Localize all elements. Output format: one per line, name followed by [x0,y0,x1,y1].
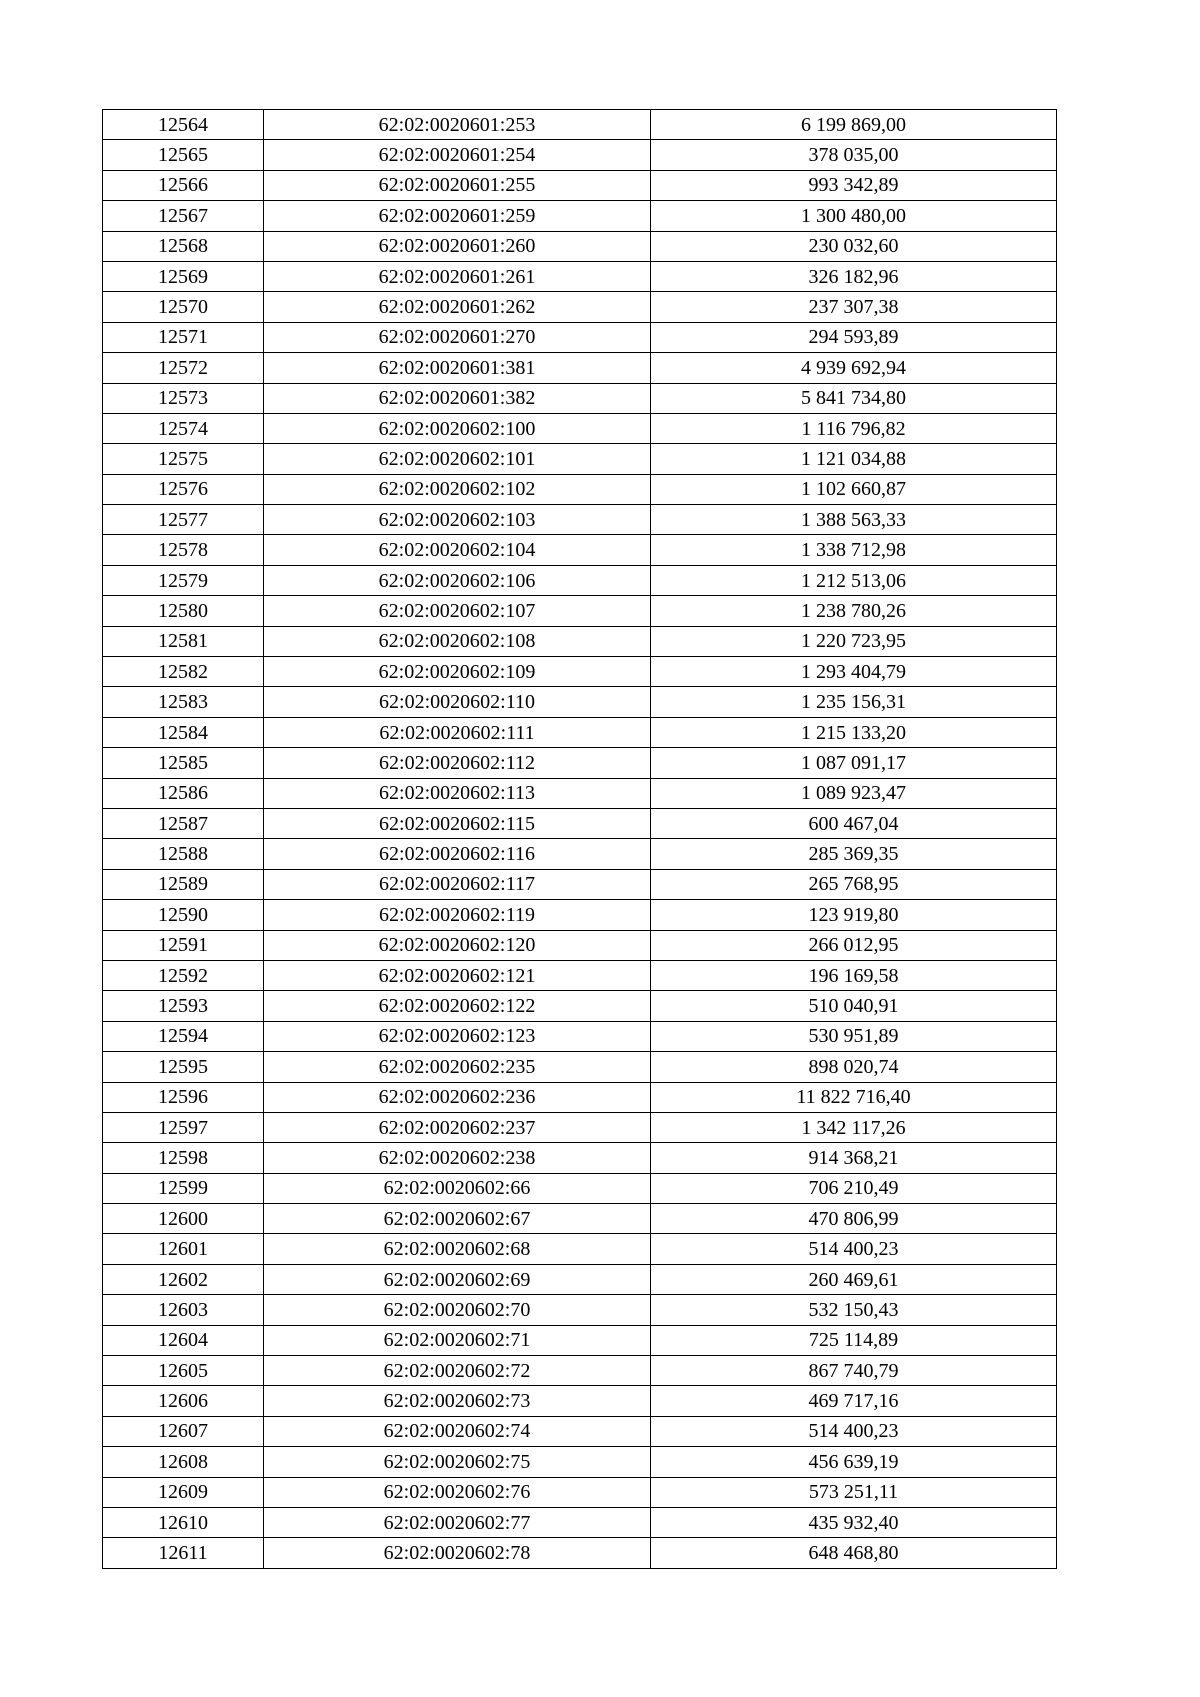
row-number-cell: 12609 [103,1477,264,1507]
cadastral-value-cell: 648 468,80 [651,1538,1057,1568]
cadastral-value-cell: 1 215 133,20 [651,717,1057,747]
table-row [103,1538,1057,1568]
cadastral-number-cell: 62:02:0020602:101 [264,444,651,474]
cadastral-number-cell: 62:02:0020602:115 [264,808,651,838]
table-row [103,1021,1057,1051]
row-number-cell: 12603 [103,1295,264,1325]
cadastral-number-cell: 62:02:0020602:68 [264,1234,651,1264]
cadastral-value-cell: 285 369,35 [651,839,1057,869]
row-number-cell: 12611 [103,1538,264,1568]
row-number-cell: 12568 [103,231,264,261]
cadastral-value-cell: 706 210,49 [651,1173,1057,1203]
row-number-cell: 12572 [103,353,264,383]
cadastral-number-cell: 62:02:0020602:238 [264,1143,651,1173]
cadastral-number-cell: 62:02:0020602:69 [264,1264,651,1294]
table-row [103,201,1057,231]
cadastral-number-cell: 62:02:0020602:111 [264,717,651,747]
row-number-cell: 12567 [103,201,264,231]
row-number-cell: 12566 [103,170,264,200]
row-number-cell: 12585 [103,748,264,778]
table-row [103,565,1057,595]
row-number-cell: 12592 [103,960,264,990]
cadastral-value-cell: 530 951,89 [651,1021,1057,1051]
row-number-cell: 12565 [103,140,264,170]
cadastral-number-cell: 62:02:0020601:259 [264,201,651,231]
table-row [103,869,1057,899]
cadastral-value-cell: 573 251,11 [651,1477,1057,1507]
table-row [103,657,1057,687]
row-number-cell: 12576 [103,474,264,504]
cadastral-value-cell: 237 307,38 [651,292,1057,322]
table-row [103,1325,1057,1355]
cadastral-value-cell: 6 199 869,00 [651,110,1057,140]
cadastral-number-cell: 62:02:0020602:123 [264,1021,651,1051]
cadastral-number-cell: 62:02:0020602:107 [264,596,651,626]
cadastral-value-cell: 294 593,89 [651,322,1057,352]
cadastral-value-cell: 514 400,23 [651,1416,1057,1446]
cadastral-number-cell: 62:02:0020602:122 [264,991,651,1021]
row-number-cell: 12588 [103,839,264,869]
table-row [103,687,1057,717]
table-row [103,1143,1057,1173]
row-number-cell: 12606 [103,1386,264,1416]
row-number-cell: 12594 [103,1021,264,1051]
table-row [103,960,1057,990]
row-number-cell: 12575 [103,444,264,474]
row-number-cell: 12586 [103,778,264,808]
cadastral-number-cell: 62:02:0020602:120 [264,930,651,960]
cadastral-value-cell: 326 182,96 [651,261,1057,291]
cadastral-number-cell: 62:02:0020602:102 [264,474,651,504]
cadastral-value-cell: 993 342,89 [651,170,1057,200]
cadastral-number-cell: 62:02:0020602:76 [264,1477,651,1507]
cadastral-number-cell: 62:02:0020602:119 [264,900,651,930]
cadastral-value-cell: 725 114,89 [651,1325,1057,1355]
cadastral-value-cell: 1 238 780,26 [651,596,1057,626]
table-row [103,1173,1057,1203]
cadastral-value-cell: 456 639,19 [651,1447,1057,1477]
table-row [103,231,1057,261]
cadastral-number-cell: 62:02:0020602:74 [264,1416,651,1446]
cadastral-value-cell: 510 040,91 [651,991,1057,1021]
cadastral-number-cell: 62:02:0020601:253 [264,110,651,140]
table-row [103,383,1057,413]
row-number-cell: 12589 [103,869,264,899]
cadastral-number-cell: 62:02:0020602:104 [264,535,651,565]
cadastral-number-cell: 62:02:0020602:237 [264,1112,651,1142]
cadastral-number-cell: 62:02:0020601:262 [264,292,651,322]
row-number-cell: 12570 [103,292,264,322]
cadastral-value-cell: 4 939 692,94 [651,353,1057,383]
table-row [103,474,1057,504]
table-row [103,261,1057,291]
cadastral-number-cell: 62:02:0020601:260 [264,231,651,261]
cadastral-value-cell: 1 235 156,31 [651,687,1057,717]
row-number-cell: 12599 [103,1173,264,1203]
row-number-cell: 12591 [103,930,264,960]
table-row [103,444,1057,474]
table-row [103,778,1057,808]
row-number-cell: 12596 [103,1082,264,1112]
table-row [103,808,1057,838]
cadastral-number-cell: 62:02:0020602:77 [264,1507,651,1537]
row-number-cell: 12610 [103,1507,264,1537]
table-row [103,991,1057,1021]
cadastral-number-cell: 62:02:0020602:70 [264,1295,651,1325]
cadastral-value-cell: 435 932,40 [651,1507,1057,1537]
table-body [103,110,1057,1569]
row-number-cell: 12581 [103,626,264,656]
cadastral-value-cell: 914 368,21 [651,1143,1057,1173]
row-number-cell: 12584 [103,717,264,747]
row-number-cell: 12569 [103,261,264,291]
cadastral-value-cell: 514 400,23 [651,1234,1057,1264]
cadastral-number-cell: 62:02:0020602:67 [264,1204,651,1234]
row-number-cell: 12583 [103,687,264,717]
cadastral-value-cell: 265 768,95 [651,869,1057,899]
table-row [103,717,1057,747]
row-number-cell: 12580 [103,596,264,626]
cadastral-number-cell: 62:02:0020602:66 [264,1173,651,1203]
table-row [103,1507,1057,1537]
row-number-cell: 12590 [103,900,264,930]
table-row [103,110,1057,140]
cadastral-value-cell: 1 220 723,95 [651,626,1057,656]
table-row [103,596,1057,626]
table-row [103,1386,1057,1416]
table-row [103,1204,1057,1234]
cadastral-number-cell: 62:02:0020601:381 [264,353,651,383]
cadastral-value-cell: 469 717,16 [651,1386,1057,1416]
cadastral-number-cell: 62:02:0020602:236 [264,1082,651,1112]
table-row [103,748,1057,778]
cadastral-value-cell: 11 822 716,40 [651,1082,1057,1112]
cadastral-value-cell: 260 469,61 [651,1264,1057,1294]
row-number-cell: 12595 [103,1052,264,1082]
table-row [103,322,1057,352]
table-row [103,413,1057,443]
table-row [103,292,1057,322]
cadastral-number-cell: 62:02:0020602:71 [264,1325,651,1355]
row-number-cell: 12582 [103,657,264,687]
table-row [103,1416,1057,1446]
cadastral-number-cell: 62:02:0020602:73 [264,1386,651,1416]
cadastral-number-cell: 62:02:0020602:110 [264,687,651,717]
table-row [103,353,1057,383]
row-number-cell: 12578 [103,535,264,565]
cadastral-value-cell: 1 293 404,79 [651,657,1057,687]
row-number-cell: 12598 [103,1143,264,1173]
cadastral-value-cell: 1 116 796,82 [651,413,1057,443]
cadastral-number-cell: 62:02:0020602:235 [264,1052,651,1082]
cadastral-number-cell: 62:02:0020602:100 [264,413,651,443]
cadastral-number-cell: 62:02:0020601:255 [264,170,651,200]
cadastral-value-cell: 378 035,00 [651,140,1057,170]
cadastral-value-cell: 196 169,58 [651,960,1057,990]
row-number-cell: 12587 [103,808,264,838]
cadastral-value-cell: 1 388 563,33 [651,505,1057,535]
cadastral-value-cell: 867 740,79 [651,1356,1057,1386]
cadastral-number-cell: 62:02:0020602:113 [264,778,651,808]
table-row [103,1234,1057,1264]
row-number-cell: 12605 [103,1356,264,1386]
cadastral-number-cell: 62:02:0020602:112 [264,748,651,778]
cadastral-number-cell: 62:02:0020602:72 [264,1356,651,1386]
row-number-cell: 12574 [103,413,264,443]
row-number-cell: 12577 [103,505,264,535]
cadastral-number-cell: 62:02:0020602:75 [264,1447,651,1477]
cadastral-number-cell: 62:02:0020601:382 [264,383,651,413]
cadastral-number-cell: 62:02:0020601:261 [264,261,651,291]
table-row [103,1447,1057,1477]
cadastral-value-cell: 123 919,80 [651,900,1057,930]
row-number-cell: 12600 [103,1204,264,1234]
row-number-cell: 12597 [103,1112,264,1142]
row-number-cell: 12601 [103,1234,264,1264]
table-row [103,1264,1057,1294]
table-row [103,1477,1057,1507]
cadastral-value-cell: 230 032,60 [651,231,1057,261]
cadastral-value-cell: 1 121 034,88 [651,444,1057,474]
row-number-cell: 12607 [103,1416,264,1446]
cadastral-number-cell: 62:02:0020602:109 [264,657,651,687]
row-number-cell: 12564 [103,110,264,140]
cadastral-value-cell: 600 467,04 [651,808,1057,838]
cadastral-value-cell: 1 087 091,17 [651,748,1057,778]
cadastral-value-cell: 1 102 660,87 [651,474,1057,504]
row-number-cell: 12604 [103,1325,264,1355]
table-row [103,505,1057,535]
row-number-cell: 12602 [103,1264,264,1294]
row-number-cell: 12608 [103,1447,264,1477]
table-row [103,535,1057,565]
cadastral-number-cell: 62:02:0020601:254 [264,140,651,170]
cadastral-number-cell: 62:02:0020602:108 [264,626,651,656]
cadastral-value-cell: 266 012,95 [651,930,1057,960]
cadastral-number-cell: 62:02:0020602:121 [264,960,651,990]
cadastral-value-cell: 532 150,43 [651,1295,1057,1325]
cadastral-value-cell: 1 089 923,47 [651,778,1057,808]
cadastral-value-cell: 1 300 480,00 [651,201,1057,231]
cadastral-number-cell: 62:02:0020602:117 [264,869,651,899]
row-number-cell: 12579 [103,565,264,595]
table-row [103,839,1057,869]
table-row [103,1082,1057,1112]
table-row [103,930,1057,960]
cadastral-number-cell: 62:02:0020602:106 [264,565,651,595]
table-row [103,1052,1057,1082]
cadastral-value-cell: 898 020,74 [651,1052,1057,1082]
cadastral-value-cell: 1 338 712,98 [651,535,1057,565]
cadastral-number-cell: 62:02:0020602:116 [264,839,651,869]
table-row [103,170,1057,200]
table-row [103,626,1057,656]
cadastral-value-cell: 5 841 734,80 [651,383,1057,413]
cadastral-number-cell: 62:02:0020602:78 [264,1538,651,1568]
table-row [103,900,1057,930]
row-number-cell: 12571 [103,322,264,352]
row-number-cell: 12593 [103,991,264,1021]
cadastral-value-cell: 1 212 513,06 [651,565,1057,595]
table-row [103,1356,1057,1386]
table-row [103,1112,1057,1142]
table-row [103,140,1057,170]
table-row [103,1295,1057,1325]
cadastral-value-cell: 470 806,99 [651,1204,1057,1234]
row-number-cell: 12573 [103,383,264,413]
cadastral-number-cell: 62:02:0020601:270 [264,322,651,352]
cadastral-value-cell: 1 342 117,26 [651,1112,1057,1142]
cadastral-number-cell: 62:02:0020602:103 [264,505,651,535]
cadastral-value-table [102,109,1057,1569]
